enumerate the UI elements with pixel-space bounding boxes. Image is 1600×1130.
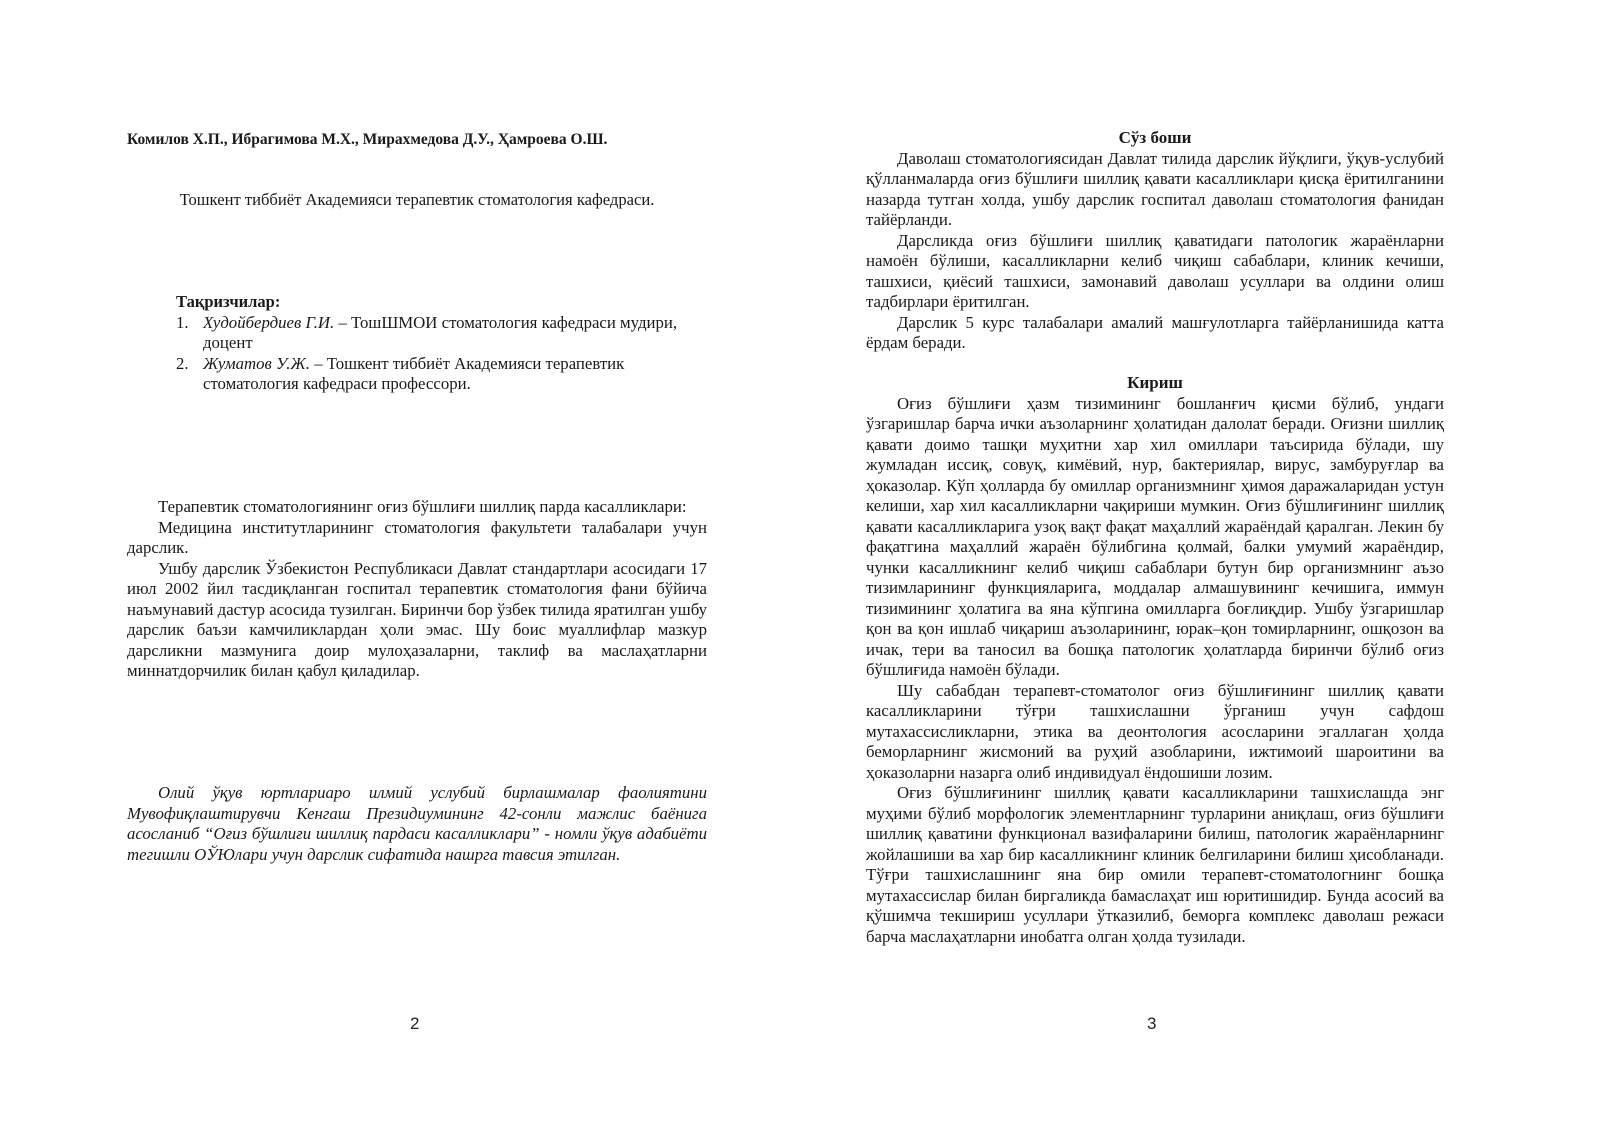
book-title-paragraph: Терапевтик стоматологиянинг оғиз бўшлиғи шиллиқ парда касалликлари: [158,497,687,516]
reviewers-heading: Тақризчилар: [176,292,281,311]
reviewer-details: – ТошШМОИ стоматология кафедраси мудири, доцент [203,312,678,352]
right-page [800,0,1600,1130]
reviewers-block [127,292,707,395]
body-paragraph: Оғиз бўшлиғи ҳазм тизимининг бошланғич қисми бўлиб, ундаги ўзгаришлар барча ички аъзоларнинг ҳолатидан далолат беради. Оғизни шиллиқ қавати доимо ташқи муҳитни хар хил омиллари таъсирида бўлади, шу жумладан иссиқ, совуқ, кимёвий, нур, бактериялар, вирус, замбуруғлар ва ҳоказолар. Кўп ҳолларда бу омиллар организмнинг ҳимоя даражаларидан устун келиши, хар хил касалликларни чақириши мумкин. Оғиз бўшлиғининг шиллиқ қавати касалликларига узоқ вақт фақат маҳаллий жараёндай қаралган. Лекин бу фақатгина маҳаллий жараён бўлибгина қолмай, балки умумий жараёндир, чунки касалликнинг келиб чиқиш сабаблари бутун бир организмнинг аъзо тизимларининг функцияларига, моддалар алмашувининг кечишига, иммун тизимининг ҳолатига ва яна кўпгина омилларга боғлиқдир. Ушбу ўзгаришлар қон ва қон ишлаб чиқариш аъзоларининг, юрак–қон томирларнинг, ошқозон ва ичак, тери ва таносил ва бошқа патологик ҳолатларда биринчи бўлиб оғиз бўшлиғида намоён бўлади. [866,393,1444,679]
body-paragraph: Шу сабабдан терапевт-стоматолог оғиз бўшлиғининг шиллиқ қавати касалликларини тўғри ташхислашни ўрганиш учун сафдош мутахассисликларни, этика ва деонтология асосларини эгаллаган ҳолда беморларнинг жисмоний ва руҳий азобларини, ижтимоий шароитини ва ҳоказоларни назарга олиб индивидуал ёндошиши лозим. [866,680,1444,782]
reviewer-name: Худойбердиев Г.И. [203,312,335,332]
section-title: Сўз боши [1118,128,1192,147]
affiliation: Тошкент тиббиёт Академияси терапевтик стоматология кафедраси. [179,190,655,209]
authors-line: Комилов Х.П., Ибрагимова М.Х., Мирахмедова Д.У., Ҳамроева О.Ш. [127,131,608,148]
reviewer-number: 1. [176,312,189,332]
approval-paragraph: Олий ўқув юртлариаро илмий услубий бирлашмалар фаолиятини Мувофиқлаштирувчи Кенгаш Президиумининг 42-сонли мажлис баёнига асосланиб “Оғиз бўшлиғи шиллиқ пардаси касалликлари” - номли ўқув адабиёти тегишли ОЎЮлари учун дарслик сифатида нашрга тавсия этилган. [127,783,707,864]
reviewer-details: – Тошкент тиббиёт Академияси терапевтик стоматология кафедраси профессори. [203,353,625,393]
reviewer-item [127,354,707,395]
introduction-section [866,373,1444,947]
preface-section [866,128,1444,354]
book-audience-paragraph: Медицина институтларининг стоматология факультети талабалари учун дарслик. [127,517,707,557]
page-number: 3 [1147,1014,1157,1033]
body-paragraph: Дарсликда оғиз бўшлиғи шиллиқ қаватидаги патологик жараёнларни намоён бўлиши, касалликларни келиб чиқиш сабаблари, клиник кечиши, ташхиси, қиёсий ташхиси, замонавий даволаш усуллари ва олдини олиш тадбирлари ёритилган. [866,230,1444,311]
approval-note [127,783,707,865]
body-paragraph: Даволаш стоматологиясидан Давлат тилида дарслик йўқлиги, ўқув-услубий қўлланмаларда оғиз бўшлиғи шиллиқ қавати касалликлари қисқа ёритилганини назарда тутган холда, ушбу дарслик госпитал даволаш стоматология фанидан тайёрланди. [866,148,1444,229]
book-description-paragraph: Ушбу дарслик Ўзбекистон Республикаси Давлат стандартлари асосидаги 17 июл 2002 йил тасдиқланган госпитал терапевтик стоматология фани бўйича наъмунавий дастур асосида тузилган. Биринчи бор ўзбек тилида яратилган ушбу дарслик баъзи камчиликлардан ҳоли эмас. Шу боис муаллифлар мазкур дарсликни мазмунига доир мулоҳазаларни, таклиф ва маслаҳатларни миннатдорчилик билан қабул қиладилар. [127,558,707,680]
book-info [127,497,707,682]
reviewers-list [127,313,707,395]
reviewer-number: 2. [176,353,189,373]
reviewer-name: Жуматов У.Ж. [203,353,310,373]
reviewer-item [127,313,707,354]
section-title: Кириш [1127,373,1183,392]
body-paragraph: Оғиз бўшлиғининг шиллиқ қавати касалликларини ташхислашда энг муҳими бўлиб морфологик элементларнинг турларини аниқлаш, оғиз бўшлиғи шиллиқ қаватини функционал вазифаларини билиш, патологик жараёнларнинг жойлашиши ва хар бир касалликнинг клиник белгиларини билиш ҳисобланади. Тўғри ташхислашнинг яна бир омили терапевт-стоматологнинг бошқа мутахассислар билан биргаликда бамаслаҳат иш юритишидир. Бунда асосий ва қўшимча текшириш усуллари ўтказилиб, беморга комплекс даволаш режаси барча маслаҳатларни инобатга олган ҳолда тузилади. [866,783,1444,946]
body-paragraph: Дарслик 5 курс талабалари амалий машғулотларга тайёрланишида катта ёрдам беради. [866,312,1444,352]
page-number: 2 [410,1014,420,1033]
